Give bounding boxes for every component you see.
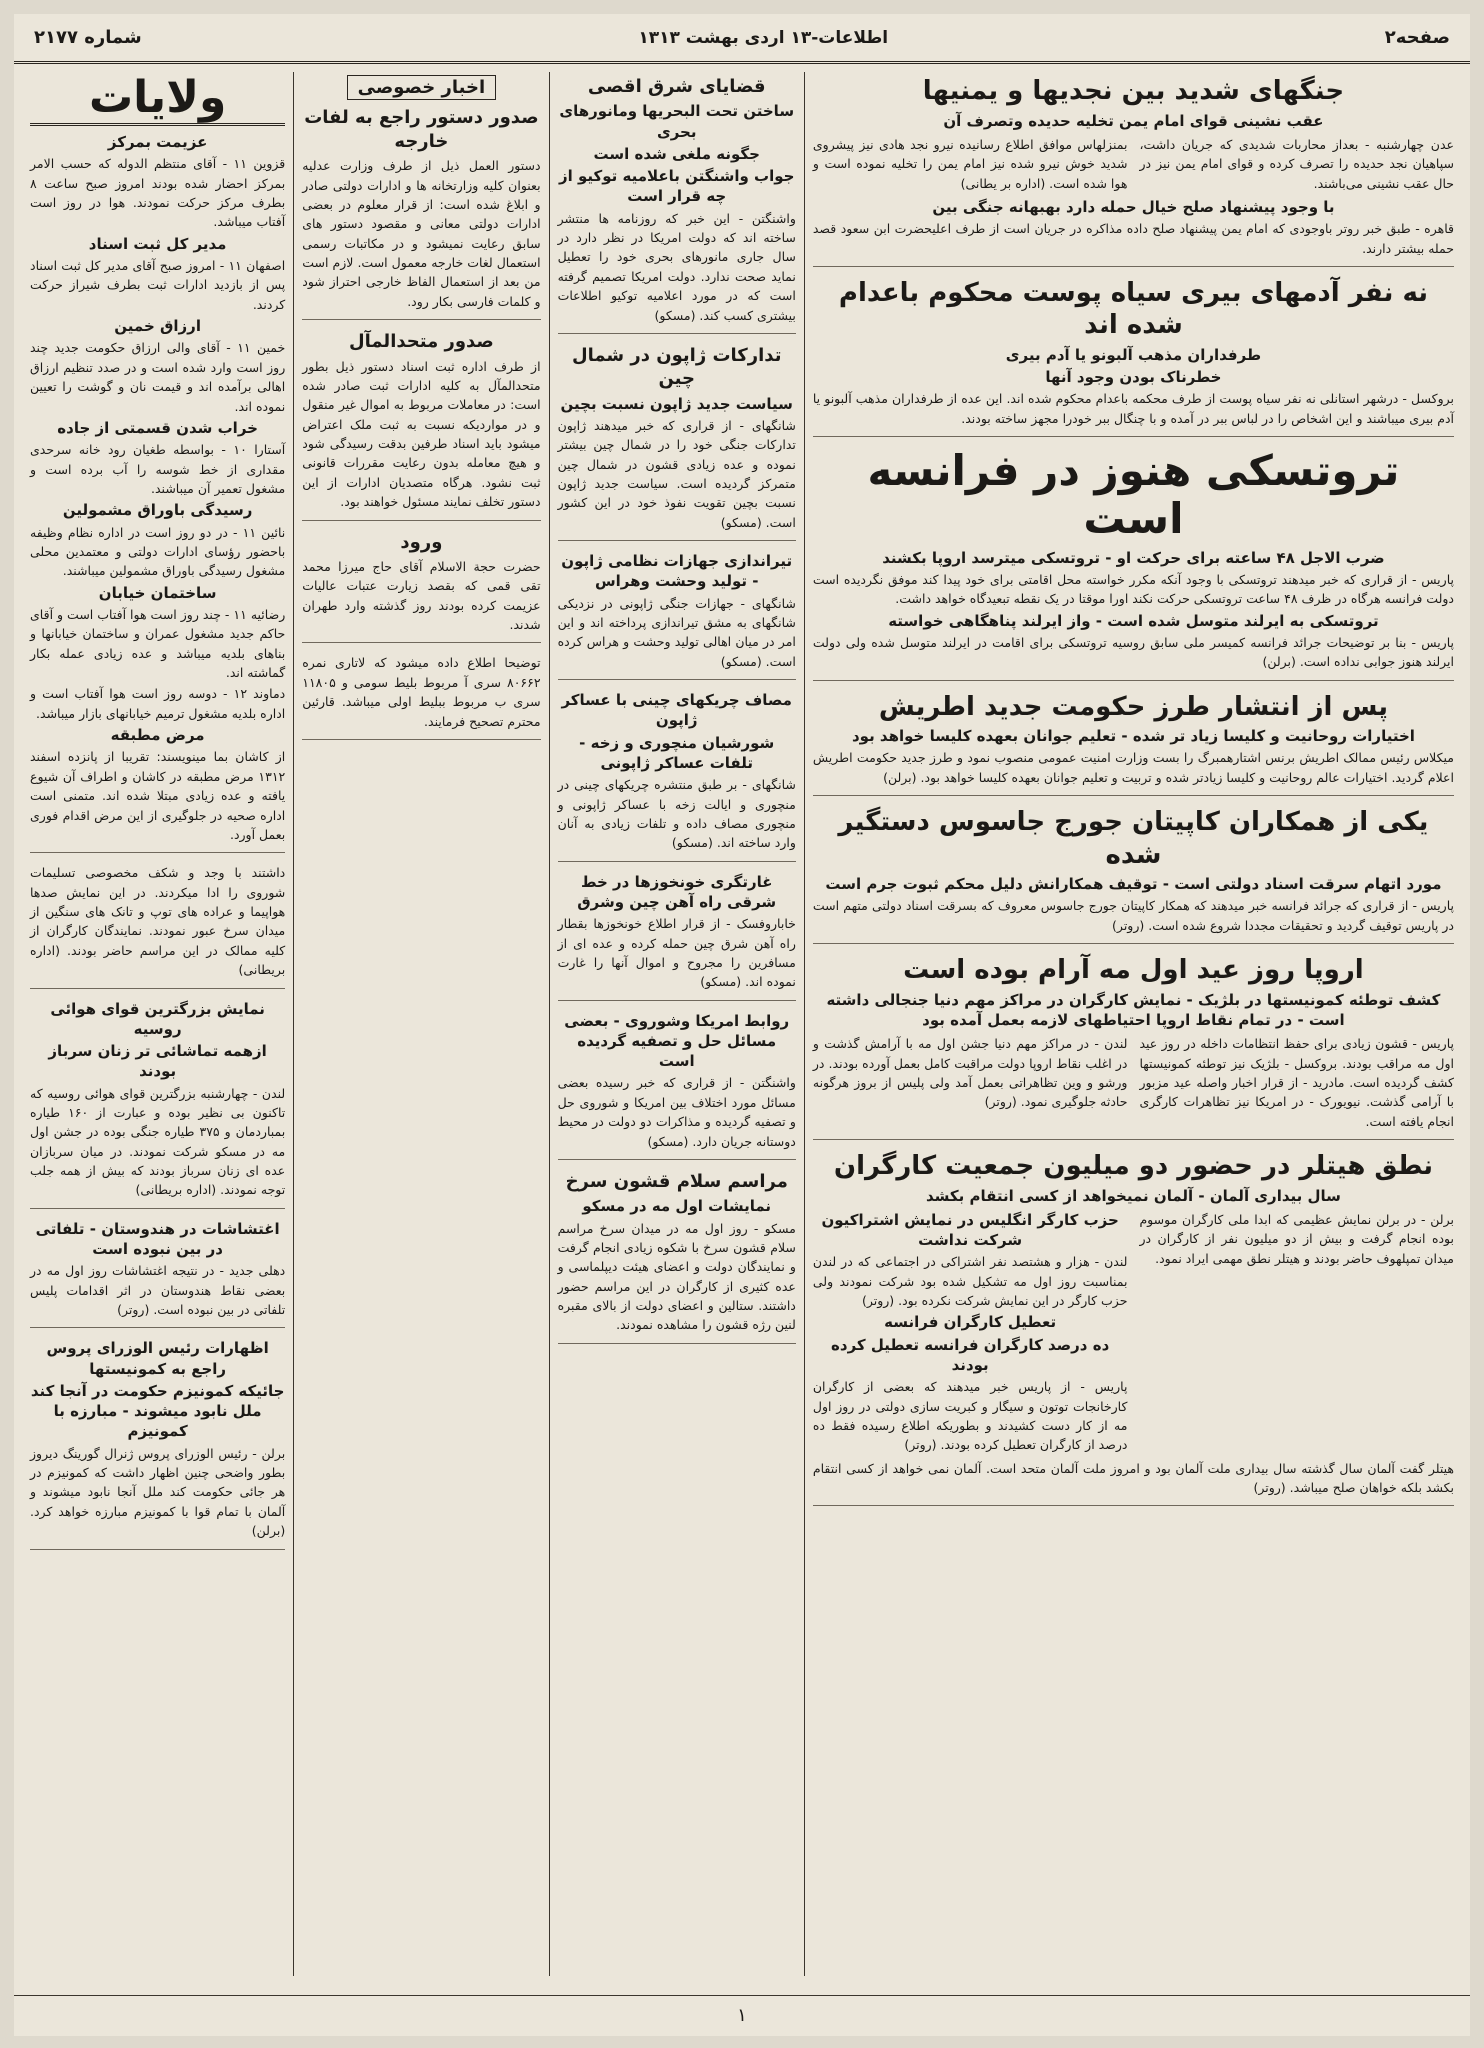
- subheadline: جائیکه کمونیزم حکومت در آنجا کند ملل نابود میشوند - مبارزه با کمونیزم: [30, 1381, 285, 1441]
- article-text: توضیحا اطلاع داده میشود که لاتاری نمره ۸۰۶۶۲ سری آ مربوط بلیط سومی و ۱۱۸۰۵ سری ب مربوط ببلیط اولی میباشد. قارئین محترم تصحیح فرمایند.: [302, 655, 541, 729]
- article-continuation: [30, 863, 285, 988]
- headline: پس از انتشار طرز حکومت جدید اطریش: [878, 691, 1389, 722]
- article-hitler: [813, 1150, 1454, 1506]
- column-private-news: [293, 72, 548, 1976]
- headline: جنگهای شدید بین نجدیها و یمنیها: [922, 76, 1345, 106]
- article-text: برلن - رئیس الوزرای پروس ژنرال گورینگ دیروز بطور واضحی چنین اظهار داشت که کمونیزم در هر جائی حکومت کند ملل آنجا نابود میشوند و آلمان با تمام قوا با کمونیزم مبارزه خواهد کرد. (برلن): [30, 1445, 286, 1539]
- headline: نمایش بزرگترین قوای هوائی روسیه: [50, 999, 265, 1038]
- headline: خراب شدن قسمتی از جاده: [57, 418, 258, 437]
- article-text: پاریس - از قراری که خبر میدهند تروتسکی با وجود آنکه مکرر خواسته محل اقامتی برای خود پیدا کند موفق نگردیده است دولت فرانسه هرگاه در ظرف ۴۸ ساعت تروتسکی حرکت نکند اورا موقتا در یک نقطه تبعیدگاه خواهد داشت.: [812, 571, 1454, 607]
- subheadline: طرفداران مذهب آلبونو یا آدم بیری: [1005, 345, 1262, 364]
- headline: صدور دستور راجع به لفات خارجه: [304, 107, 539, 152]
- article-text: لندن - هزار و هشتصد نفر اشتراکی در اجتماعی که در لندن بمناسبت روز اول مه تشکیل شده بود شرکت نمودند ولی حزب کارگر در این نمایش شرکت نکرده بود. (روتر): [812, 1254, 1128, 1309]
- headline: تعطیل کارگران فرانسه: [884, 1313, 1057, 1332]
- article-text: نائین ۱۱ - در دو روز است در اداره نظام وظیفه باحضور رؤسای ادارات دولتی و معتمدین محلی مشغول رسیدگی باوراق مشمولین میباشند.: [30, 524, 286, 579]
- masthead-date: اطلاعات-۱۳ اردی بهشت ۱۳۱۳: [638, 27, 889, 48]
- article-text: دماوند ۱۲ - دوسه روز است هوا آفتاب است و اداره بلدیه مشغول ترمیم خیابانهای بازار میباشد.: [30, 686, 286, 721]
- article-red-army: [558, 1170, 796, 1344]
- article-text: دهلی جدید - در نتیجه اغتشاشات روز اول مه در بعضی نقاط هندوستان در اثر اقدامات پلیس تلفاتی در بین نبوده است. (روتر): [30, 1263, 286, 1317]
- article-text: بروکسل - درشهر استانلی نه نفر سیاه پوست از طرف محکمه باعدام محکوم شده اند. این عده از طرفداران مذهب آلبونو یا آدم بیری میباشند و این اشخاص را در لباس ببر در آمده و با چنگال ببر خودرا مجهز ساخته بودند.: [812, 391, 1454, 426]
- headline: تروتسکی به ایرلند متوسل شده است - واز ایرلند پناهگاهی خواسته: [888, 611, 1379, 630]
- page-number: ۱: [737, 2005, 747, 2026]
- article-far-east: [558, 75, 796, 334]
- article-text: واشنگتن - از قراری که خبر رسیده بعضی مسائل مورد اختلاف بین امریکا و شوروی حل و تصفیه گردیده و مذاکرات دو دولت در محیط دوستانه جریان دارد. (مسکو): [557, 1075, 796, 1149]
- article-text: شانگهای - از قراری که خبر میدهند ژاپون تدارکات جنگی خود را در شمال چین بیشتر نموده و عده زیادی قشون در شمال چین متمرکز گردیده است. سیاست جدید ژاپون نسبت بچین تقویت نفوذ خود در این کشور است. (مسکو): [557, 417, 796, 530]
- page-label: صفحه۲: [1384, 27, 1450, 48]
- article-railway: [558, 872, 796, 1001]
- article-text: لندن - در مراکز مهم دنیا جشن اول مه با آرامش گذشت و در اغلب نقاط اروپا دولت مراقبت کامل بعمل آورده بودند. در ورشو و وین تظاهراتی بعمل آمد ولی پلیس از بروز هرگونه حادثه جلوگیری نمود. (روتر): [812, 1036, 1128, 1110]
- newspaper-page: [14, 14, 1470, 2036]
- headline: نه نفر آدمهای بیری سیاه پوست محکوم باعدام شده اند: [838, 277, 1428, 341]
- headline: مراسم سلام قشون سرخ: [565, 1170, 788, 1192]
- subheadline: نمایشات اول مه در مسکو: [582, 1197, 772, 1216]
- headline: ارزاق خمین: [114, 317, 201, 336]
- article-japan-china: [558, 344, 796, 541]
- article-text: پاریس - قشون زیادی برای حفظ انتظامات داخله در روز عید اول مه مراقب بودند. بروکسل - بلژیک نیز توطئه کمونیستها کشف گردیده است. مادرید - از قرار اخبار واصله عید مزبور با آرامی گذشت. نیویورک - در امریکا نیز تظاهرات کارگری انجام یافته است.: [1139, 1036, 1454, 1129]
- article-foreign-words: [302, 106, 540, 320]
- headline: ساختمان خیابان: [98, 583, 217, 602]
- article-us-soviet: [558, 1011, 796, 1160]
- article-text: خاباروفسک - از قرار اطلاع خونخوزها بقطار راه آهن شرق چین حمله کرده و عده ای از مسافرین را مجروح و اموال آنها را غارت نموده اند. (مسکو): [557, 916, 796, 990]
- headline: رسیدگی باوراق مشمولین: [62, 501, 253, 520]
- subheadline: سال بیداری آلمان - آلمان نمیخواهد از کسی انتقام بکشد: [926, 1186, 1341, 1205]
- article-text: هیتلر گفت آلمان سال گذشته سال بیداری ملت آلمان بود و امروز ملت آلمان متحد است. آلمان نمی خواهد از کسی انتقام بکشد بلکه خواهان صلح میباشد. (روتر): [812, 1460, 1454, 1496]
- columns: [22, 72, 1462, 1976]
- headline: حزب کارگر انگلیس در نمایش اشتراکیون شرکت نداشت: [821, 1210, 1119, 1250]
- article-text: حضرت حجة الاسلام آقای حاج میرزا محمد تقی قمی که بقصد زیارت عتبات عالیات عزیمت کرده بودند روز گذشته وارد طهران شدند.: [302, 558, 541, 633]
- section-title: اخبار خصوصی: [347, 75, 496, 100]
- article-text: شانگهای - بر طبق منتشره چریکهای چینی در منچوری و ایالت زخه با عساکر ژاپونی و منچوری مصاف داده و تلفات زیادی به آنان وارد ساخته اند. (مسکو): [557, 777, 796, 851]
- article-typhus: [30, 725, 285, 853]
- article-guerrillas: [558, 690, 796, 862]
- article-austria: [813, 691, 1454, 797]
- subheadline: مورد اتهام سرقت اسناد دولتی است - توقیف همکارانش دلیل محکم ثبوت جرم است: [825, 875, 1442, 894]
- article-text: مسکو - روز اول مه در میدان سرخ مراسم سلام قشون سرخ با شکوه زیادی انجام گرفت و نمایندگان دولت و اعضای هیئت دیپلماسی و عده کثیری از کارگران در این مراسم حضور داشتند. ستالین و اعضای دولت از بالای مقبره لنین رژه قشون را مشاهده نمودند.: [557, 1220, 796, 1333]
- article-text: اصفهان ۱۱ - امروز صبح آقای مدیر کل ثبت اسناد پس از بازدید ادارات ثبت بطرف شیراز حرکت کردند.: [30, 258, 286, 312]
- subheadline: خطرناک بودن وجود آنها: [1045, 368, 1222, 387]
- headline: تدارکات ژاپون در شمال چین: [571, 344, 782, 390]
- subheadline: عقب نشینی قوای امام یمن تخلیه حدیده وتصرف آن: [943, 111, 1324, 130]
- subheadline: اختیارات روحانیت و کلیسا زیاد تر شده - تعلیم جوانان بعهده کلیسا خواهد بود: [851, 727, 1415, 746]
- headline: روابط امریکا وشوروی - بعضی مسائل حل و تصفیه گردیده است: [564, 1011, 790, 1071]
- article-japan-navy: [558, 551, 796, 680]
- subheadline: شورشیان منچوری و زخه - تلفات عساکر ژاپونی: [579, 733, 775, 772]
- headline: اروپا روز عید اول مه آرام بوده است: [903, 955, 1364, 986]
- article-text: عدن چهارشنبه - بعداز محاربات شدیدی که جریان داشت، سپاهیان نجد حدیده را تصرف کرده و قوای امام یمن نیز در حال عقب نشینی می‌باشند.: [1139, 136, 1454, 191]
- subheadline: ده درصد کارگران فرانسه تعطیل کرده بودند: [831, 1335, 1110, 1374]
- article-leopard-men: [813, 277, 1454, 437]
- article-text: قاهره - طبق خبر روتر باوجودی که امام یمن پیشنهاد صلح داده مذاکره در جریان است از طرف اعلیحضرت ابن سعود قصد حمله بیشتر دارند.: [812, 221, 1454, 256]
- article-text: شانگهای - جهازات جنگی ژاپونی در نزدیکی شانگهای به مشق تیراندازی پرداخته اند و این امر در میان اهالی تولید وحشت و هراس کرده است. (مسکو): [557, 595, 796, 669]
- article-text: میکلاس رئیس ممالک اطریش برنس اشتارهمبرگ را بست وزارت امنیت عمومی منصوب نمود و طرز جدید حکومت اطریش اعلام گردید. اختیارات عالم روحانیت و کلیسا زیادتر شده و تربیت و تعلیم جوانان بعهده کلیسا خواهد بود. (برلن): [812, 750, 1454, 785]
- subheadline: سیاست جدید ژاپون نسبت بچین: [560, 394, 793, 413]
- article-lottery: [302, 653, 540, 740]
- article-text: رضائیه ۱۱ - چند روز است هوا آفتاب است و آقای حاکم جدید مشغول عمران و ساختمان خیابانها و بناهای بلدیه میباشد و عده زیادی عمله بکار گماشته اند.: [30, 606, 286, 680]
- subheadline: ازهمه تماشائی تر زنان سرباز بودند: [48, 1042, 267, 1081]
- headline: مرض مطبقه: [110, 726, 205, 745]
- headline: غارتگری خونخوزها در خط شرقی راه آهن چین وشرق: [577, 872, 777, 911]
- article-text: بمنزلهاس موافق اطلاع رسانیده نیرو نجد هادی نیز پیشروی شدید خوش نیرو شده نیز امام یمن را تخلیه نموده است و هوا شده است. (اداره بر یطانی): [812, 136, 1128, 191]
- headline: مصاف چریکهای چینی با عساکر ژاپون: [561, 691, 792, 730]
- headline: تروتسکی هنوز در فرانسه است: [867, 446, 1400, 544]
- subheadline: کشف توطئه کمونیستها در بلژیک - نمایش کارگران در مراکز مهم دنیا جنجالی داشته است - در تمام نقاط اروپا احتیاطهای لازمه بعمل آمده بود: [826, 990, 1441, 1029]
- subheadline: ساختن تحت البحریها ومانورهای بحری: [559, 102, 795, 141]
- article-text: دستور العمل ذیل از طرف وزارت عدلیه بعنوان کلیه وزارتخانه ها و ادارات دولتی صادر و ابلاغ شده است: از قرار معلوم در بعضی ادارات دولتی معانی و مقصود دستور های سابق رعایت نمیشود و در مکاتبات رسمی استعمال لغات خارجه معمول است. لازم است من بعد از استعمال الفاظ خارجی احتراز شود و کلمات فارسی بکار رود.: [302, 158, 541, 309]
- article-text: برلن - در برلن نمایش عظیمی که ابدا ملی کارگران موسوم بوده انجام گرفت و بیش از دو میلیون نفر از کارگران در میدان تمپلهوف حاضر بودند و هیتلر نطق مهمی ایراد نمود.: [1139, 1211, 1454, 1266]
- page-footer: [14, 1995, 1470, 2036]
- headline: ورود: [400, 531, 443, 553]
- headline: قضایای شرق اقصی: [587, 76, 766, 97]
- article-circular: [302, 330, 540, 520]
- article-text: قزوین ۱۱ - آقای منتظم الدوله که حسب الامر بمرکز احضار شده بودند امروز صبح ساعت ۸ بطرف مرکز حرکت نمودند. هوا در روز است آفتاب میباشد.: [30, 156, 286, 230]
- article-text: واشنگتن - این خبر که روزنامه ها منتشر ساخته اند که دولت امریکا در نظر دارد در سال جاری مانورهای بحری خود را تعطیل نماید صحت ندارد. دولت امریکا تصمیم گرفته است که در مورد اعلامیه توکیو اطلاعات بیشتری کسب کند. (مسکو): [557, 210, 796, 323]
- article-text: پاریس - از پاریس خبر میدهند که بعضی از کارگران کارخانجات توتون و سیگار و کبریت سازی دولتی در روز اول مه از کار دست کشیدند و بطوریکه اطلاع رسیده فقط ده درصد از کارگران تعطیل کرده بودند. (روتر): [812, 1379, 1128, 1453]
- masthead: [14, 14, 1470, 64]
- column-far-east: [549, 72, 804, 1976]
- article-text: داشتند با وجد و شکف مخصوصی تسلیمات شوروی را ادا میکردند. در این نمایش صدها هواپیما و عراده های توپ و تانک های سنگین از میدان سرخ عبور نمودند. نمایندگان کارگران از کلیه ممالک در این مراسم حاضر بودند. (اداره بریطانی): [30, 865, 286, 978]
- issue-number: شماره ۲۱۷۷: [34, 27, 142, 48]
- article-text: لندن - چهارشنبه بزرگترین قوای هوائی روسیه که تاکنون بی نظیر بوده و عبارت از ۱۶۰ طیاره بمباردمان و ۳۷۵ طیاره جنگی بوده در جشن اول مه در مسکو شرکت نمودند. در میان سربازان عده ای زنان سرباز بودند که بیش از همه جلب توجه نمودند. (اداره بریطانی): [30, 1085, 286, 1198]
- article-text: از طرف اداره ثبت اسناد دستور ذیل بطور متحدالمآل به کلیه ادارات ثبت صادر شده است: در معاملات مربوط به اموال غیر منقول و در مواردیکه نسبت به ثبت ملک اعتراض میشود باید اسناد طرفین بدقت رسیدگی شود و هیچ معامله بدون رعایت مقررات قانونی ثبت نشود. هرگاه متصدیان ادارات از این دستور تخلف نمایند مسئول خواهند بود.: [302, 358, 541, 510]
- headline: با وجود پیشنهاد صلح خیال حمله دارد بهبهانه جنگی بین: [932, 197, 1335, 216]
- headline: اغتشاشات در هندوستان - تلفاتی در بین نبوده است: [35, 1219, 280, 1258]
- subheadline: جگونه ملغی شده است: [593, 144, 760, 163]
- article-text: از کاشان بما مینویسند: تقریبا از پانزده اسفند ۱۳۱۲ مرض مطبقه در کاشان و اطراف آن شیوع یافته و عده زیادی مبتلا شده اند. متمنی است اداره صحیه در جلوگیری از این مرض اقدام فوری بعمل آورد.: [30, 749, 286, 842]
- headline: صدور متحدالمآل: [348, 331, 494, 353]
- headline: نطق هیتلر در حضور دو میلیون جمعیت کارگران: [833, 1151, 1433, 1182]
- subheadline: جواب واشنگتن باعلامیه توکیو از چه قرار است: [558, 167, 795, 206]
- article-may-day: [813, 954, 1454, 1140]
- headline: مدیر کل ثبت اسناد: [88, 234, 227, 253]
- headline: تیراندازی جهازات نظامی ژاپون - تولید وحشت وهراس: [561, 552, 793, 591]
- article-india: [30, 1219, 285, 1329]
- column-main: [804, 72, 1462, 1976]
- column-provinces: [22, 72, 293, 1976]
- article-spy: [813, 806, 1454, 944]
- article-text: خمین ۱۱ - آقای والی ارزاق حکومت جدید چند روز است وارد شده است و در صدد تنظیم ارزاق اهالی برآمده اند و قیمت نان و گوشت را تعیین نموده اند.: [30, 340, 286, 414]
- article-text: پاریس - بنا بر توضیحات جرائد فرانسه کمیسر ملی سابق روسیه تروتسکی برای اقامت در ایرلند متوسل شده ولی دولت ایرلند هنوز جوابی نداده است. (برلن): [812, 634, 1454, 670]
- article-trotsky: [813, 447, 1454, 681]
- headline: یکی از همکاران کاپیتان جورج جاسوس دستگیر شده: [838, 807, 1429, 870]
- article-air-force: [30, 999, 285, 1209]
- headline: اظهارات رئیس الوزرای پروس راجع به کمونیستها: [46, 1339, 269, 1378]
- article-arrival: [302, 531, 540, 644]
- article-prussia: [30, 1338, 285, 1549]
- article-text: پاریس - از قراری که جرائد فرانسه خبر میدهند که همکار کاپیتان جورج جاسوس معروف که بسرقت اسناد دولتی متهم است در پاریس توقیف گردید و تحقیقات مجددا شروع شده است. (روتر): [812, 898, 1454, 933]
- section-title: ولایات: [30, 72, 285, 126]
- article-najd-yemen: [813, 75, 1454, 267]
- headline: عزیمت بمرکز: [107, 133, 208, 151]
- subheadline: ضرب الاجل ۴۸ ساعته برای حرکت او - تروتسکی میترسد اروپا بکشند: [882, 548, 1385, 567]
- article-text: آستارا ۱۰ - بواسطه طغیان رود خانه سرحدی مقداری از خط شوسه را آب برده است و مشغول تعمیر آن میباشند.: [30, 442, 286, 496]
